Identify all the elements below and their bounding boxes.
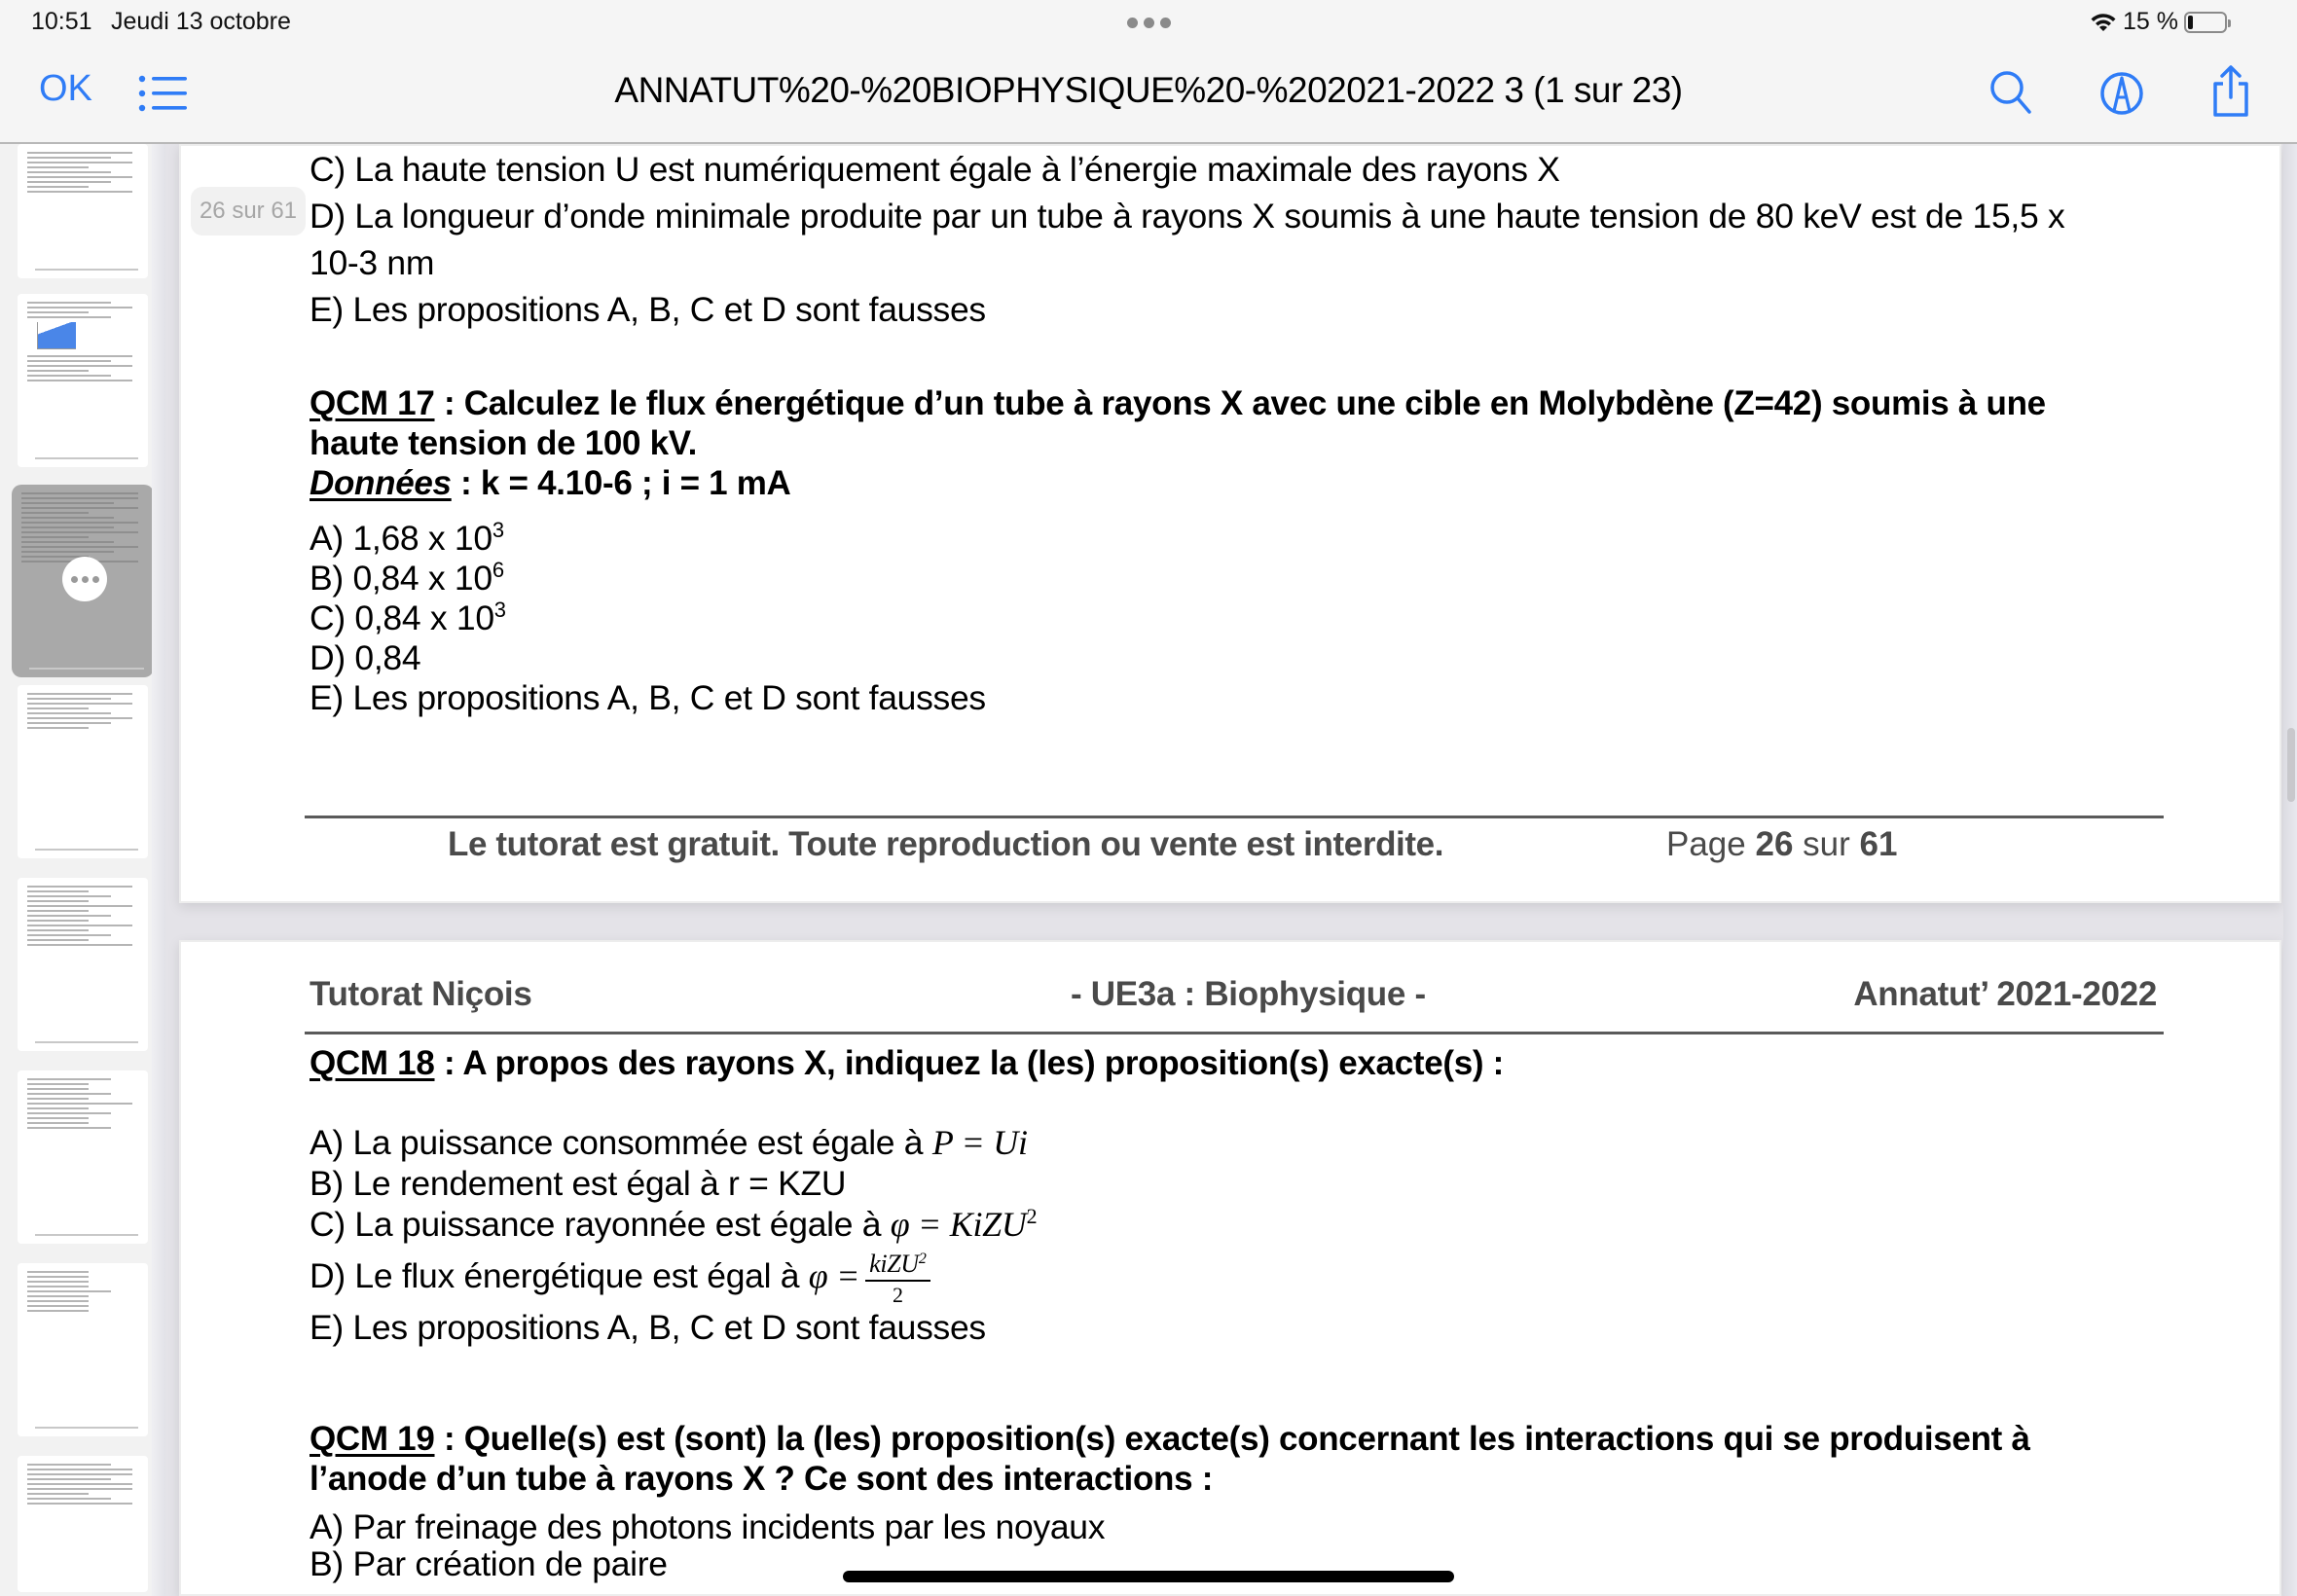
option-line: 10-3 nm (310, 243, 435, 282)
document-view[interactable] (179, 144, 2281, 1596)
exponent: 6 (492, 558, 504, 582)
header-left: Tutorat Niçois (310, 975, 532, 1013)
question-text: l’anode d’un tube à rayons X ? Ce sont des interactions : (310, 1460, 1214, 1498)
page-thumbnails-sidebar[interactable] (0, 144, 165, 1596)
thumbnail-chart (37, 322, 76, 349)
status-date: Jeudi 13 octobre (111, 8, 291, 35)
page-thumbnail[interactable] (18, 1456, 148, 1592)
question-text: : A propos des rayons X, indiquez la (les) proposition(s) exacte(s) : (434, 1044, 1505, 1082)
question-text: : Quelle(s) est (sont) la (les) proposition(s) exacte(s) concernant les interactions qui se produisent à (434, 1420, 2030, 1458)
document-title: ANNATUT%20-%20BIOPHYSIQUE%20-%202021-2022 3 (1 sur 23) (614, 70, 1683, 110)
data-values: : k = 4.10-6 ; i = 1 mA (451, 464, 791, 502)
vertical-scrollbar[interactable] (2283, 144, 2297, 1596)
pdf-page-27 (179, 940, 2281, 1596)
option-line: D) La longueur d’onde minimale produite par un tube à rayons X soumis à une haute tension de 80 keV est de 15,5 x (310, 197, 2065, 236)
option-e: E) Les propositions A, B, C et D sont fausses (310, 678, 986, 717)
formula: φ = KiZU (890, 1205, 1027, 1244)
exponent: 3 (492, 518, 504, 542)
option-a: A) Par freinage des photons incidents par les noyaux (310, 1507, 1106, 1546)
wifi-icon (2090, 12, 2117, 33)
option-b: B) Par création de paire (310, 1544, 668, 1583)
qcm-18 (310, 1043, 2151, 1348)
main-area (0, 144, 2297, 1596)
home-indicator[interactable] (843, 1571, 1454, 1582)
option-line: C) La haute tension U est numériquement égale à l’énergie maximale des rayons X (310, 150, 1560, 189)
option-e: E) Les propositions A, B, C et D sont fausses (310, 1308, 986, 1347)
option-line: E) Les propositions A, B, C et D sont fausses (310, 290, 986, 329)
page-thumbnail[interactable] (18, 878, 148, 1051)
share-icon[interactable] (2206, 64, 2256, 119)
exponent: 2 (1026, 1204, 1038, 1228)
option-a: A) La puissance consommée est égale à (310, 1123, 932, 1162)
question-label: QCM 18 (310, 1044, 435, 1082)
page-thumbnail[interactable] (18, 1070, 148, 1244)
page-counter-overlay: 26 sur 61 (191, 187, 306, 236)
option-d: D) Le flux énergétique est égal à (310, 1256, 809, 1295)
data-label: Données (310, 464, 452, 502)
footer-notice: Le tutorat est gratuit. Toute reproduction ou vente est interdite. (448, 825, 1444, 863)
header-right: Annatut’ 2021-2022 (1853, 975, 2157, 1013)
option-c: C) 0,84 x 10 (310, 598, 494, 637)
option-d: D) 0,84 (310, 638, 421, 677)
battery-icon (2184, 12, 2227, 33)
status-time: 10:51 (31, 8, 92, 35)
fraction: $\frac{kiZU^2}{2}$ (865, 1251, 930, 1306)
question-text: : Calculez le flux énergétique d’un tube à rayons X avec une cible en Molybdène (Z=42) soumis à une (434, 384, 2046, 422)
option-b: B) Le rendement est égal à r = KZU (310, 1164, 847, 1203)
footer-page-number: Page 26 sur 61 (1666, 825, 1898, 863)
page-thumbnail[interactable] (18, 294, 148, 467)
formula: φ = (808, 1256, 860, 1295)
question-text: haute tension de 100 kV. (310, 424, 698, 462)
question-label: QCM 19 (310, 1420, 435, 1458)
page-thumbnail[interactable] (18, 685, 148, 858)
formula: P = Ui (931, 1123, 1028, 1162)
qcm-19 (310, 1419, 2151, 1582)
pdf-page-26 (179, 144, 2281, 903)
battery-fill (2188, 16, 2193, 29)
scrollbar-thumb[interactable] (2287, 728, 2295, 802)
option-c: C) La puissance rayonnée est égale à (310, 1205, 891, 1244)
top-bar (0, 0, 2297, 144)
list-icon[interactable] (138, 74, 189, 113)
search-icon[interactable] (1986, 64, 2036, 119)
done-button[interactable]: OK (39, 68, 92, 109)
page-thumbnail[interactable] (18, 144, 148, 278)
option-a: A) 1,68 x 10 (310, 519, 492, 558)
markup-icon[interactable] (2096, 64, 2147, 119)
qcm-17 (310, 383, 2151, 718)
page-thumbnail[interactable] (18, 1263, 148, 1436)
footer-rule (305, 816, 2164, 818)
question-label: QCM 17 (310, 384, 435, 422)
status-indicators (2090, 8, 2227, 36)
header-center: - UE3a : Biophysique - (1071, 975, 1426, 1013)
option-b: B) 0,84 x 10 (310, 559, 492, 598)
battery-percentage: 15 % (2123, 8, 2178, 35)
exponent: 3 (493, 598, 506, 622)
header-rule (305, 1032, 2164, 1034)
more-options-icon[interactable] (62, 557, 107, 601)
multitasking-dots-icon[interactable] (1127, 18, 1171, 28)
